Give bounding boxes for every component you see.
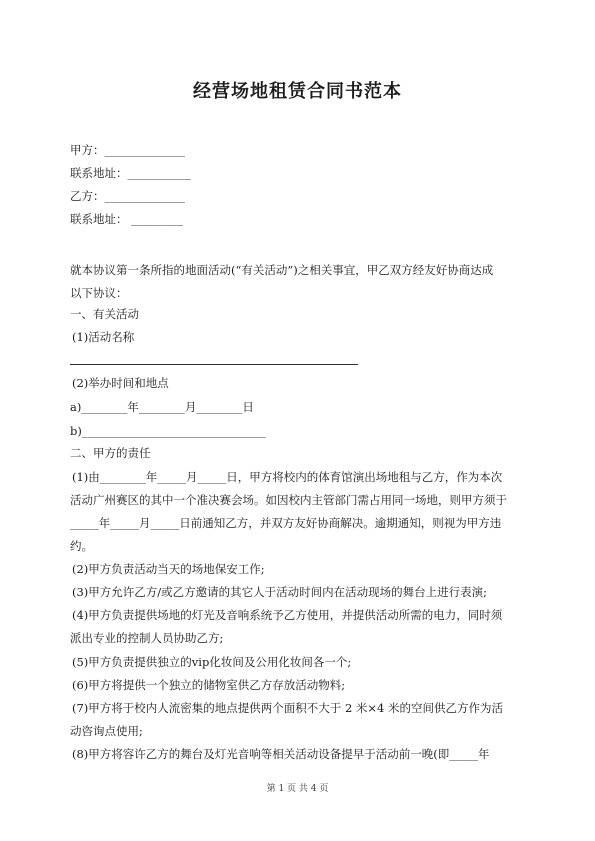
page-footer: 第 1 页 共 4 页	[266, 784, 329, 794]
item-2-2: (2)甲方负责活动当天的场地保安工作;	[72, 562, 265, 576]
item-2-7-line: 动咨询点使用;	[70, 724, 143, 738]
item-2-8: (8)甲方将容许乙方的舞台及灯光音响等相关活动设备提早于活动前一晚(即_____年	[72, 747, 490, 761]
section-1-heading: 一、有关活动	[70, 307, 139, 321]
item-2-5: (5)甲方负责提供独立的vip化妆间及公用化妆间各一个;	[72, 655, 352, 669]
intro-line: 就本协议第一条所指的地面活动(“有关活动”)之相关事宜，甲乙双方经友好协商达成	[70, 263, 494, 277]
party-b-line: 乙方：______________	[70, 189, 185, 203]
item-1-2b: b)________________________________	[70, 424, 266, 438]
item-2-6: (6)甲方将提供一个独立的储物室供乙方存放活动物料;	[72, 678, 346, 692]
item-2-1-line: _____年_____月_____日前通知乙方，并双方友好协商解决。逾期通知，则视为甲方违	[70, 516, 502, 530]
item-1-2: (2)举办时间和地点	[72, 376, 169, 390]
item-2-4-line: 派出专业的控制人员协助乙方;	[70, 631, 224, 645]
item-2-1-line: 活动广州赛区的其中一个准决赛会场。如因校内主管部门需占用同一场地，则甲方须于	[70, 493, 507, 507]
item-1-1: (1)活动名称	[72, 330, 135, 344]
activity-name-blank	[70, 364, 358, 365]
item-2-3: (3)甲方允许乙方/或乙方邀请的其它人于活动时间内在活动现场的舞台上进行表演;	[72, 585, 488, 599]
party-a-address-line: 联系地址：___________	[70, 166, 191, 180]
item-2-7-line: (7)甲方将于校内人流密集的地点提供两个面积不大于 2 米×4 米的空间供乙方作为活	[72, 701, 504, 715]
item-1-2a: a)________年________月________日	[70, 400, 254, 414]
item-2-4-line: (4)甲方负责提供场地的灯光及音响系统予乙方使用，并提供活动所需的电力，同时须	[72, 608, 503, 622]
intro-line: 以下协议：	[70, 286, 128, 300]
document-title: 经营场地租赁合同书范本	[193, 81, 402, 102]
item-2-1-line: 约。	[70, 539, 93, 553]
party-a-line: 甲方：______________	[70, 143, 185, 157]
section-2-heading: 二、甲方的责任	[70, 446, 151, 460]
item-2-1-line: (1)由________年_____月_____日，甲方将校内的体育馆演出场地租与乙方，作为本次	[72, 470, 503, 484]
party-b-address-line: 联系地址： _________	[70, 212, 183, 226]
